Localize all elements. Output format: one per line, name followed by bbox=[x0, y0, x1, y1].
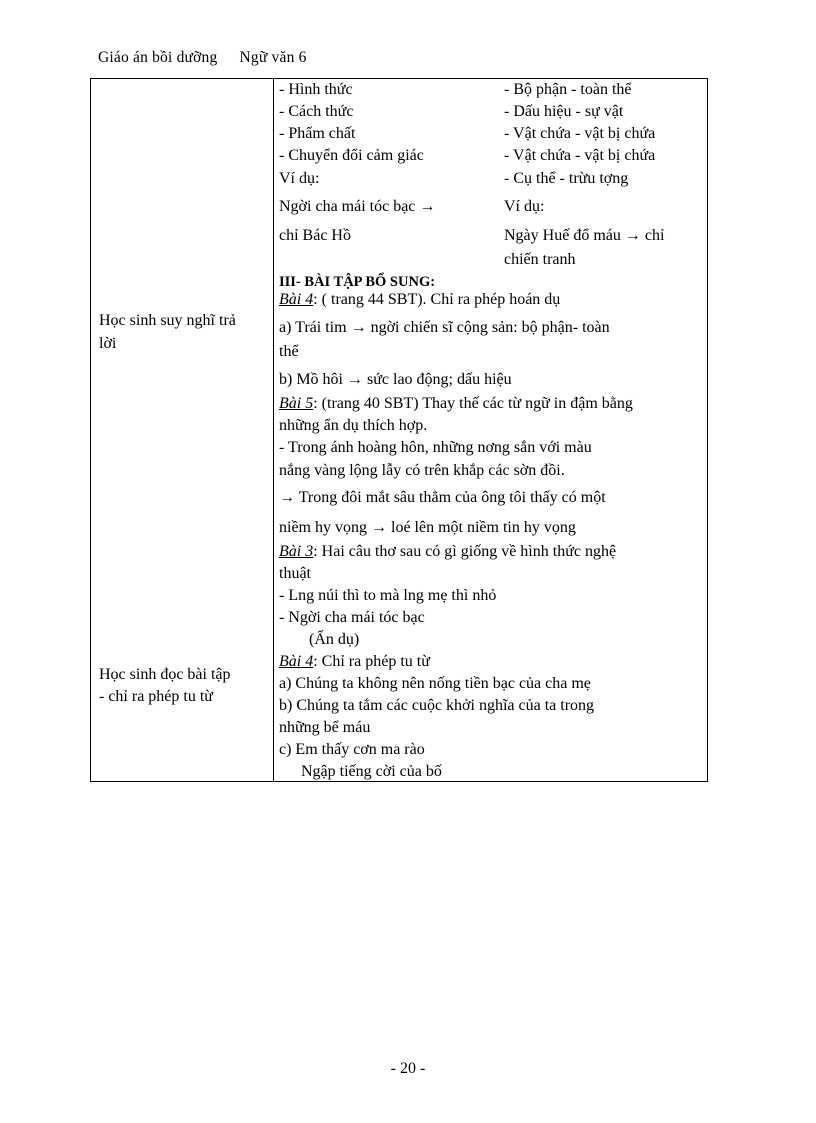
student-note-2b: - chỉ ra phép tu từ bbox=[99, 688, 213, 705]
exercise-5-line: → Trong đôi mắt sâu thẳm của ông tôi thấy có một bbox=[279, 489, 606, 506]
type-item-right: - Cụ thể - trừu tợng bbox=[504, 170, 629, 187]
exercise-4-a2: thể bbox=[279, 343, 299, 360]
type-item-right: - Dấu hiệu - sự vật bbox=[504, 103, 624, 120]
type-item-right: - Bộ phận - toàn thể bbox=[504, 81, 632, 98]
page-number: - 20 - bbox=[390, 1060, 426, 1077]
student-note-2: Học sinh đọc bài tập bbox=[99, 666, 231, 683]
type-item: - Hình thức bbox=[279, 81, 353, 98]
exercise-5-line: nắng vàng lộng lẫy có trên khắp các sờn đồi. bbox=[279, 462, 565, 479]
exercise-4b-a: a) Chúng ta không nên nống tiền bạc của cha mẹ bbox=[279, 675, 591, 692]
example-left: chỉ Bác Hồ bbox=[279, 227, 351, 244]
type-item: Ví dụ: bbox=[279, 170, 320, 187]
header-left: Giáo án bồi dưỡng bbox=[98, 49, 218, 66]
exercise-3-line: - Lng núi thì to mà lng mẹ thì nhỏ bbox=[279, 587, 497, 604]
example-right: chiến tranh bbox=[504, 251, 576, 268]
page-header bbox=[98, 49, 325, 67]
exercise-4b-c: c) Em thấy cơn ma rào bbox=[279, 741, 425, 758]
student-note-1b: lời bbox=[99, 335, 117, 352]
type-item: - Chuyển đổi cảm giác bbox=[279, 147, 424, 164]
type-item: - Cách thức bbox=[279, 103, 354, 120]
exercise-4: Bài 4: ( trang 44 SBT). Chỉ ra phép hoán dụ bbox=[279, 291, 561, 308]
type-item-right: - Vật chứa - vật bị chứa bbox=[504, 125, 656, 142]
exercise-3-line: (Ẩn dụ) bbox=[309, 631, 360, 648]
exercise-5-line: những ẩn dụ thích hợp. bbox=[279, 417, 428, 434]
exercise-4-a: a) Trái tim → ngời chiến sĩ cộng sản: bộ phận- toàn bbox=[279, 319, 610, 336]
exercise-4-b: b) Mồ hôi → sức lao động; dấu hiệu bbox=[279, 371, 512, 388]
student-note-1: Học sinh suy nghĩ trả bbox=[99, 312, 236, 329]
exercise-3: Bài 3: Hai câu thơ sau có gì giống về hình thức nghệ bbox=[279, 543, 617, 560]
exercise-4b-c2: Ngập tiếng cời của bố bbox=[301, 763, 442, 780]
example-left: Ngời cha mái tóc bạc → bbox=[279, 198, 436, 215]
type-item-right: - Vật chứa - vật bị chứa bbox=[504, 147, 656, 164]
lesson-table bbox=[90, 78, 708, 782]
header-right: Ngữ văn 6 bbox=[239, 49, 307, 66]
exercise-5: Bài 5: (trang 40 SBT) Thay thế các từ ngữ in đậm bằng bbox=[279, 395, 633, 412]
type-item: - Phẩm chất bbox=[279, 125, 356, 142]
exercise-3-line: thuật bbox=[279, 565, 311, 582]
column-divider bbox=[273, 79, 274, 781]
example-right: Ngày Huế đổ máu → chỉ bbox=[504, 227, 665, 244]
exercise-5-line: - Trong ánh hoàng hôn, những nơng sắn với màu bbox=[279, 439, 592, 456]
exercise-4b-b2: những bể máu bbox=[279, 719, 371, 736]
exercise-4b-b: b) Chúng ta tắm các cuộc khởi nghĩa của ta trong bbox=[279, 697, 595, 714]
exercise-5-line: niềm hy vọng → loé lên một niềm tin hy vọng bbox=[279, 519, 576, 536]
exercise-3-line: - Ngời cha mái tóc bạc bbox=[279, 609, 425, 626]
exercise-4b: Bài 4: Chỉ ra phép tu từ bbox=[279, 653, 430, 670]
section-title: III- BÀI TẬP BỔ SUNG: bbox=[279, 274, 436, 290]
example-right: Ví dụ: bbox=[504, 198, 545, 215]
